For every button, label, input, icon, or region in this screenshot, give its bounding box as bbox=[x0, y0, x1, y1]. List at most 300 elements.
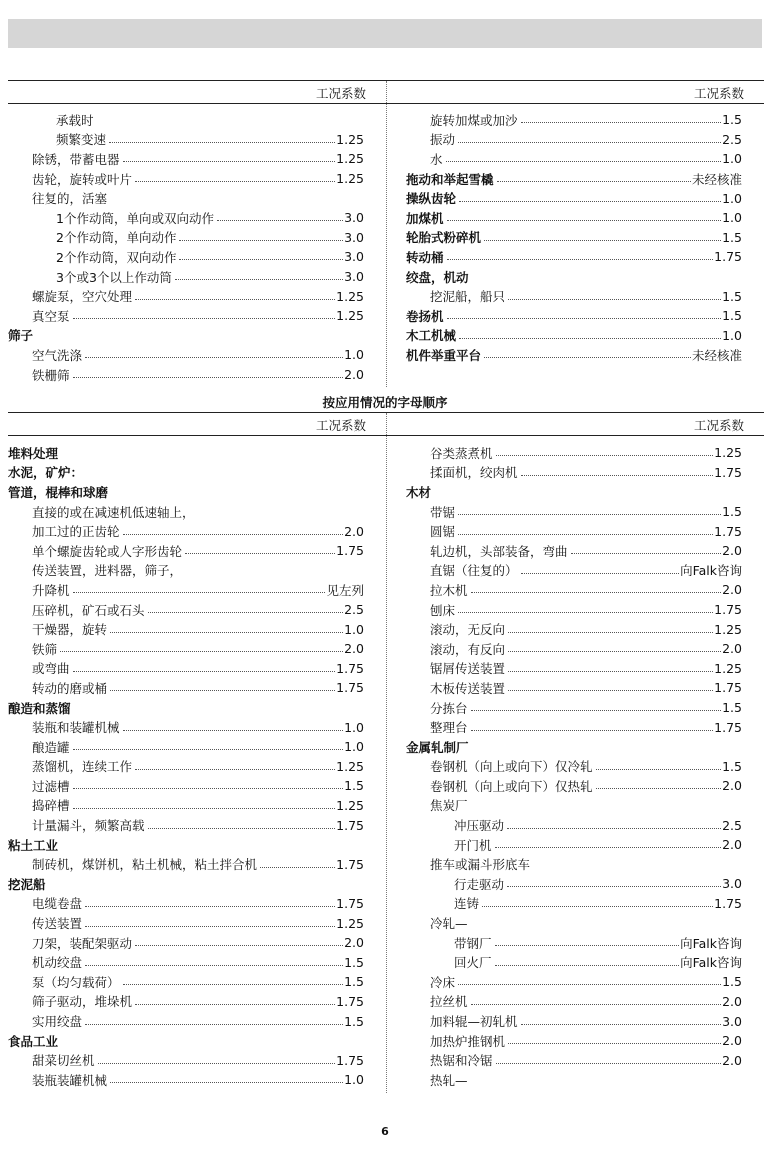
header-right: 工况系数 bbox=[693, 418, 744, 433]
row-value: 1.5 bbox=[344, 974, 364, 990]
table-row bbox=[406, 952, 742, 972]
dot-leader bbox=[482, 906, 713, 907]
table-row bbox=[8, 659, 364, 679]
dot-leader bbox=[73, 788, 344, 789]
row-label: 水泥，矿炉： bbox=[8, 465, 84, 481]
row-label: 加煤机 bbox=[406, 210, 444, 226]
table-row bbox=[406, 757, 742, 777]
dot-leader bbox=[508, 690, 713, 691]
table-row bbox=[8, 815, 364, 835]
row-value: 1.25 bbox=[714, 445, 742, 461]
row-label: 轧边机，头部装备，弯曲 bbox=[430, 543, 568, 559]
service-factor-table-2 bbox=[8, 412, 764, 1093]
row-label: 刀架，装配架驱动 bbox=[32, 935, 133, 951]
row-value: 3.0 bbox=[344, 229, 364, 245]
right-column bbox=[406, 443, 742, 1090]
dot-leader bbox=[471, 730, 714, 731]
row-value: 1.25 bbox=[336, 915, 364, 931]
row-value: 1.75 bbox=[714, 719, 742, 735]
dot-leader bbox=[484, 357, 691, 358]
row-value: 3.0 bbox=[344, 249, 364, 265]
table-row bbox=[8, 130, 364, 150]
row-value: 2.0 bbox=[722, 1052, 742, 1068]
row-value: 1.25 bbox=[336, 758, 364, 774]
table-row bbox=[8, 1070, 364, 1090]
table-row bbox=[8, 933, 364, 953]
header-left: 工况系数 bbox=[315, 86, 366, 101]
table-row bbox=[8, 247, 364, 267]
row-label: 实用绞盘 bbox=[32, 1014, 83, 1030]
row-label: 装瓶装罐机械 bbox=[32, 1072, 108, 1088]
row-value: 1.75 bbox=[336, 856, 364, 872]
dot-leader bbox=[459, 201, 721, 202]
table-row bbox=[406, 737, 742, 757]
row-value: 1.5 bbox=[344, 778, 364, 794]
row-value: 1.5 bbox=[722, 308, 742, 324]
dot-leader bbox=[458, 984, 721, 985]
table-row bbox=[406, 815, 742, 835]
row-value: 1.5 bbox=[722, 700, 742, 716]
table-row bbox=[406, 1070, 742, 1090]
row-label: 往复的，活塞 bbox=[32, 191, 108, 207]
table-row bbox=[8, 854, 364, 874]
row-label: 卷钢机（向上或向下）仅冷轧 bbox=[430, 759, 593, 775]
table-row bbox=[406, 521, 742, 541]
table-row bbox=[406, 110, 742, 130]
row-value: 1.5 bbox=[722, 758, 742, 774]
service-factor-table-1 bbox=[8, 80, 764, 387]
row-label: 金属轧制厂 bbox=[406, 739, 469, 755]
dot-leader bbox=[109, 142, 335, 143]
table-row bbox=[8, 502, 364, 522]
row-value: 1.75 bbox=[336, 660, 364, 676]
dot-leader bbox=[175, 279, 343, 280]
table-row bbox=[8, 463, 364, 483]
row-value: 1.0 bbox=[722, 190, 742, 206]
dot-leader bbox=[135, 299, 335, 300]
table-row bbox=[406, 894, 742, 914]
dot-leader bbox=[508, 651, 721, 652]
row-label: 绞盘，机动 bbox=[406, 269, 469, 285]
row-label: 木板传送装置 bbox=[430, 680, 506, 696]
row-label: 电缆卷盘 bbox=[32, 896, 83, 912]
table-row bbox=[406, 933, 742, 953]
dot-leader bbox=[110, 1082, 343, 1083]
row-label: 操纵齿轮 bbox=[406, 191, 457, 207]
column-divider bbox=[386, 413, 387, 1093]
table-row bbox=[406, 188, 742, 208]
table-row bbox=[8, 326, 364, 346]
row-label: 粘土工业 bbox=[8, 837, 59, 853]
table-row bbox=[8, 796, 364, 816]
dot-leader bbox=[73, 671, 336, 672]
table-row bbox=[8, 737, 364, 757]
table-row bbox=[406, 698, 742, 718]
dot-leader bbox=[135, 945, 343, 946]
dot-leader bbox=[446, 161, 722, 162]
row-value: 3.0 bbox=[344, 210, 364, 226]
row-label: 单个螺旋齿轮或人字形齿轮 bbox=[32, 543, 183, 559]
table-row bbox=[406, 874, 742, 894]
row-value: 1.75 bbox=[714, 464, 742, 480]
row-label: 挖泥船 bbox=[8, 876, 46, 892]
table-row bbox=[8, 992, 364, 1012]
row-label: 食品工业 bbox=[8, 1033, 59, 1049]
row-value: 1.25 bbox=[336, 797, 364, 813]
row-label: 回火厂 bbox=[454, 955, 492, 971]
row-value: 1.25 bbox=[336, 171, 364, 187]
row-label: 干燥器，旋转 bbox=[32, 622, 108, 638]
row-value: 1.75 bbox=[336, 680, 364, 696]
row-value: 1.25 bbox=[714, 621, 742, 637]
dot-leader bbox=[135, 1004, 335, 1005]
table-row bbox=[8, 678, 364, 698]
table-row bbox=[406, 345, 742, 365]
dot-leader bbox=[596, 769, 722, 770]
row-value: 1.0 bbox=[344, 621, 364, 637]
left-column bbox=[8, 110, 364, 384]
table-row bbox=[406, 1031, 742, 1051]
table-row bbox=[406, 463, 742, 483]
row-label: 加工过的正齿轮 bbox=[32, 524, 120, 540]
dot-leader bbox=[85, 926, 335, 927]
row-value: 1.75 bbox=[336, 543, 364, 559]
row-label: 圆锯 bbox=[430, 524, 456, 540]
row-label: 压碎机，矿石或石头 bbox=[32, 602, 145, 618]
row-value: 向Falk咨询 bbox=[680, 563, 742, 579]
row-label: 筛子驱动，堆垛机 bbox=[32, 994, 133, 1010]
table-row bbox=[406, 561, 742, 581]
table-row bbox=[406, 306, 742, 326]
row-label: 整理台 bbox=[430, 720, 468, 736]
dot-leader bbox=[185, 553, 335, 554]
row-value: 1.0 bbox=[344, 347, 364, 363]
row-label: 直接的或在减速机低速轴上， bbox=[32, 504, 195, 520]
dot-leader bbox=[217, 220, 343, 221]
row-label: 筛子 bbox=[8, 328, 34, 344]
row-value: 未经核准 bbox=[691, 347, 742, 363]
dot-leader bbox=[110, 690, 335, 691]
row-label: 卷扬机 bbox=[406, 308, 444, 324]
table-row bbox=[8, 580, 364, 600]
dot-leader bbox=[508, 671, 713, 672]
row-value: 1.5 bbox=[722, 504, 742, 520]
row-label: 酿造罐 bbox=[32, 739, 70, 755]
left-column bbox=[8, 443, 364, 1090]
row-label: 过滤槽 bbox=[32, 778, 70, 794]
row-label: 木工机械 bbox=[406, 328, 457, 344]
dot-leader bbox=[123, 730, 344, 731]
row-label: 木材 bbox=[406, 484, 432, 500]
row-label: 推车或漏斗形底车 bbox=[430, 857, 531, 873]
table-row bbox=[8, 443, 364, 463]
row-label: 制砖机，煤饼机，粘土机械，粘土拌合机 bbox=[32, 857, 258, 873]
table-row bbox=[406, 580, 742, 600]
dot-leader bbox=[471, 592, 722, 593]
row-label: 管道，棍棒和球磨 bbox=[8, 484, 109, 500]
row-label: 滚动，无反向 bbox=[430, 622, 506, 638]
table-row bbox=[406, 326, 742, 346]
row-label: 装瓶和装罐机械 bbox=[32, 720, 120, 736]
table-row bbox=[8, 972, 364, 992]
row-label: 泵（均匀载荷） bbox=[32, 974, 120, 990]
row-label: 空气洗涤 bbox=[32, 347, 83, 363]
row-label: 直锯（往复的） bbox=[430, 563, 518, 579]
row-label: 频繁变速 bbox=[56, 132, 107, 148]
table-row bbox=[8, 913, 364, 933]
row-label: 齿轮，旋转或叶片 bbox=[32, 171, 133, 187]
table-row bbox=[406, 639, 742, 659]
dot-leader bbox=[521, 122, 722, 123]
row-label: 蒸馏机，连续工作 bbox=[32, 759, 133, 775]
row-label: 刨床 bbox=[430, 602, 456, 618]
table-row bbox=[8, 1031, 364, 1051]
row-value: 1.0 bbox=[722, 210, 742, 226]
row-label: 锯屑传送装置 bbox=[430, 661, 506, 677]
row-label: 承载时 bbox=[56, 112, 94, 128]
row-label: 热轧— bbox=[430, 1072, 468, 1088]
row-label: 冲压驱动 bbox=[454, 818, 505, 834]
table-row bbox=[8, 717, 364, 737]
table-row bbox=[8, 345, 364, 365]
row-value: 1.25 bbox=[336, 151, 364, 167]
row-value: 3.0 bbox=[722, 876, 742, 892]
table-row bbox=[406, 992, 742, 1012]
row-label: 水 bbox=[430, 151, 443, 167]
dot-leader bbox=[73, 592, 326, 593]
dot-leader bbox=[73, 318, 336, 319]
dot-leader bbox=[148, 612, 344, 613]
table-row bbox=[8, 267, 364, 287]
row-value: 2.5 bbox=[722, 817, 742, 833]
row-label: 行走驱动 bbox=[454, 876, 505, 892]
table-row bbox=[8, 639, 364, 659]
table-row bbox=[406, 854, 742, 874]
dot-leader bbox=[521, 475, 714, 476]
row-label: 焦炭厂 bbox=[430, 798, 468, 814]
table-row bbox=[8, 1011, 364, 1031]
dot-leader bbox=[447, 259, 714, 260]
table-row bbox=[406, 1011, 742, 1031]
row-value: 1.75 bbox=[714, 602, 742, 618]
dot-leader bbox=[458, 534, 713, 535]
table-row bbox=[8, 600, 364, 620]
row-label: 螺旋泵，空穴处理 bbox=[32, 289, 133, 305]
row-value: 2.0 bbox=[344, 523, 364, 539]
row-value: 2.0 bbox=[722, 778, 742, 794]
page-number: 6 bbox=[381, 1125, 389, 1138]
row-label: 1个作动筒，单向或双向动作 bbox=[56, 210, 214, 226]
dot-leader bbox=[447, 220, 722, 221]
row-label: 酿造和蒸馏 bbox=[8, 700, 71, 716]
row-label: 旋转加煤或加沙 bbox=[430, 112, 518, 128]
table-row bbox=[406, 267, 742, 287]
table-row bbox=[8, 149, 364, 169]
row-value: 1.75 bbox=[714, 249, 742, 265]
row-label: 传送装置 bbox=[32, 916, 83, 932]
dot-leader bbox=[495, 945, 680, 946]
dot-leader bbox=[458, 612, 713, 613]
dot-leader bbox=[135, 181, 335, 182]
row-value: 1.25 bbox=[714, 660, 742, 676]
row-value: 1.5 bbox=[722, 112, 742, 128]
dot-leader bbox=[98, 1063, 336, 1064]
row-value: 3.0 bbox=[344, 269, 364, 285]
dot-leader bbox=[459, 338, 721, 339]
row-label: 冷轧— bbox=[430, 916, 468, 932]
row-label: 升降机 bbox=[32, 582, 70, 598]
dot-leader bbox=[497, 181, 691, 182]
header-right: 工况系数 bbox=[693, 86, 744, 101]
table-row bbox=[406, 776, 742, 796]
row-label: 谷类蒸煮机 bbox=[430, 445, 493, 461]
table-row bbox=[406, 600, 742, 620]
header-left: 工况系数 bbox=[315, 418, 366, 433]
row-label: 2个作动筒，单向动作 bbox=[56, 230, 177, 246]
row-value: 1.5 bbox=[344, 1013, 364, 1029]
table-row bbox=[8, 619, 364, 639]
row-label: 捣碎槽 bbox=[32, 798, 70, 814]
row-value: 2.0 bbox=[344, 367, 364, 383]
row-label: 真空泵 bbox=[32, 308, 70, 324]
row-value: 1.5 bbox=[722, 974, 742, 990]
row-label: 拖动和举起雪橇 bbox=[406, 171, 494, 187]
section-title: 按应用情况的字母顺序 bbox=[322, 395, 448, 410]
row-label: 拉木机 bbox=[430, 582, 468, 598]
table-row bbox=[406, 482, 742, 502]
row-value: 1.75 bbox=[336, 895, 364, 911]
dot-leader bbox=[85, 906, 335, 907]
dot-leader bbox=[508, 299, 721, 300]
table-row bbox=[8, 228, 364, 248]
row-value: 1.75 bbox=[336, 817, 364, 833]
dot-leader bbox=[571, 553, 722, 554]
row-value: 2.0 bbox=[722, 993, 742, 1009]
row-label: 加热炉推钢机 bbox=[430, 1033, 506, 1049]
row-label: 挖泥船，船只 bbox=[430, 289, 506, 305]
table-row bbox=[8, 208, 364, 228]
row-value: 1.75 bbox=[336, 1052, 364, 1068]
dot-leader bbox=[447, 318, 722, 319]
table-row bbox=[8, 482, 364, 502]
table-row bbox=[8, 1050, 364, 1070]
row-value: 2.0 bbox=[722, 837, 742, 853]
row-value: 未经核准 bbox=[691, 171, 742, 187]
table-row bbox=[406, 502, 742, 522]
row-label: 热锯和冷锯 bbox=[430, 1053, 493, 1069]
table-row bbox=[406, 678, 742, 698]
row-label: 滚动，有反向 bbox=[430, 641, 506, 657]
table-row bbox=[406, 659, 742, 679]
dot-leader bbox=[73, 808, 336, 809]
table-row bbox=[8, 110, 364, 130]
row-label: 计量漏斗，频繁高载 bbox=[32, 818, 145, 834]
dot-leader bbox=[179, 259, 343, 260]
table-row bbox=[8, 365, 364, 385]
dot-leader bbox=[508, 632, 713, 633]
table-row bbox=[406, 835, 742, 855]
row-label: 开门机 bbox=[454, 837, 492, 853]
row-value: 2.0 bbox=[722, 582, 742, 598]
row-value: 3.0 bbox=[722, 1013, 742, 1029]
row-label: 传送装置，进料器，筛子， bbox=[32, 563, 183, 579]
row-label: 铁栅筛 bbox=[32, 367, 70, 383]
table-row bbox=[8, 894, 364, 914]
row-value: 1.25 bbox=[336, 308, 364, 324]
column-divider bbox=[386, 81, 387, 387]
row-value: 2.0 bbox=[722, 641, 742, 657]
row-value: 1.0 bbox=[344, 1072, 364, 1088]
table-row bbox=[406, 130, 742, 150]
dot-leader bbox=[60, 651, 343, 652]
row-value: 1.0 bbox=[722, 151, 742, 167]
table-row bbox=[406, 796, 742, 816]
row-value: 2.0 bbox=[344, 641, 364, 657]
dot-leader bbox=[110, 632, 343, 633]
dot-leader bbox=[260, 867, 335, 868]
row-label: 堆料处理 bbox=[8, 445, 59, 461]
dot-leader bbox=[123, 984, 344, 985]
dot-leader bbox=[85, 965, 343, 966]
row-value: 1.5 bbox=[722, 229, 742, 245]
dot-leader bbox=[179, 240, 343, 241]
table-row bbox=[8, 757, 364, 777]
dot-leader bbox=[521, 1024, 722, 1025]
dot-leader bbox=[471, 710, 722, 711]
dot-leader bbox=[458, 514, 721, 515]
table-row bbox=[406, 717, 742, 737]
row-value: 见左列 bbox=[326, 582, 364, 598]
row-label: 冷床 bbox=[430, 974, 456, 990]
row-label: 轮胎式粉碎机 bbox=[406, 230, 482, 246]
dot-leader bbox=[123, 534, 344, 535]
dot-leader bbox=[123, 161, 336, 162]
dot-leader bbox=[73, 377, 344, 378]
dot-leader bbox=[507, 886, 721, 887]
table-row bbox=[8, 835, 364, 855]
dot-leader bbox=[471, 1004, 722, 1005]
table-row bbox=[406, 541, 742, 561]
row-label: 揉面机，绞肉机 bbox=[430, 465, 518, 481]
row-value: 2.0 bbox=[722, 1033, 742, 1049]
dot-leader bbox=[495, 965, 680, 966]
dot-leader bbox=[495, 847, 722, 848]
dot-leader bbox=[596, 788, 722, 789]
row-label: 连铸 bbox=[454, 896, 480, 912]
row-value: 1.75 bbox=[714, 895, 742, 911]
row-label: 带钢厂 bbox=[454, 935, 492, 951]
table-row bbox=[8, 874, 364, 894]
table-row bbox=[8, 698, 364, 718]
table-row bbox=[406, 1050, 742, 1070]
row-label: 卷钢机（向上或向下）仅热轧 bbox=[430, 778, 593, 794]
dot-leader bbox=[458, 142, 721, 143]
dot-leader bbox=[135, 769, 335, 770]
row-value: 向Falk咨询 bbox=[680, 935, 742, 951]
row-value: 1.75 bbox=[714, 680, 742, 696]
row-value: 1.25 bbox=[336, 131, 364, 147]
row-label: 加料辊—初轧机 bbox=[430, 1014, 518, 1030]
row-label: 带锯 bbox=[430, 504, 456, 520]
dot-leader bbox=[521, 573, 680, 574]
table-row bbox=[406, 169, 742, 189]
row-value: 1.0 bbox=[722, 327, 742, 343]
row-label: 机件举重平台 bbox=[406, 347, 482, 363]
row-value: 1.75 bbox=[714, 523, 742, 539]
table-row bbox=[406, 913, 742, 933]
row-label: 除锈，带蓄电器 bbox=[32, 151, 120, 167]
row-label: 拉丝机 bbox=[430, 994, 468, 1010]
